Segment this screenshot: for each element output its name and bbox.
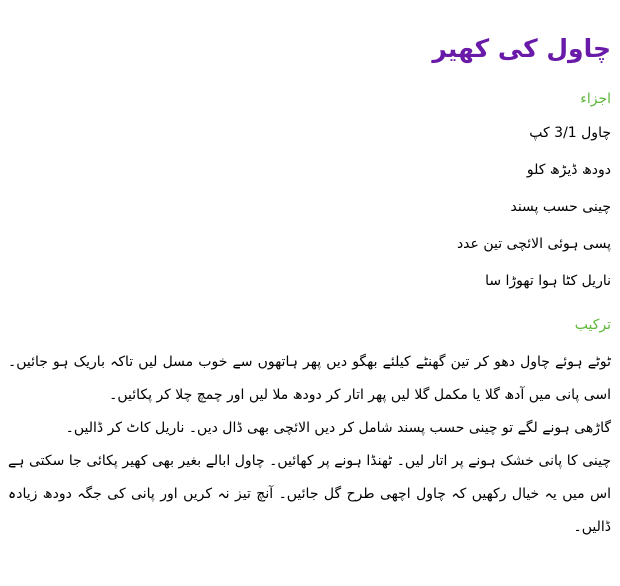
method-step: چینی کا پانی خشک ہونے پر اتار لیں۔ ٹھنڈا ہونے پر کھائیں۔ چاول ابالے بغیر بھی کھیر پکائی جا سکتی ہے اس میں یہ خیال رکھیں کہ چاول اچھی طرح گل جائیں۔ آنچ تیز نہ کریں اور پانی کی جگہ دودھ زیادہ ڈالیں۔ [8,453,611,535]
method-heading: ترکیب [574,317,611,333]
method-step: ٹوٹے ہوئے چاول دھو کر تین گھنٹے کیلئے بھگو دیں پھر ہاتھوں سے خوب مسل لیں تاکہ باریک ہو جائیں۔ اسی پانی میں آدھ گلا یا مکمل گلا لیں پھر اتار کر دودھ ملا لیں اور چمچ چلا کر پکائیں۔ [8,354,611,403]
ingredient-item: چینی حسب پسند [510,199,611,215]
method-step: گاڑھی ہونے لگے تو چینی حسب پسند شامل کر دیں الائچی بھی ڈال دیں۔ ناریل کاٹ کر ڈالیں۔ [65,420,611,436]
method-steps [8,346,611,544]
ingredient-item: چاول 3/1 کپ [529,125,611,141]
ingredients-heading: اجزاء [580,91,611,107]
ingredients-list [457,122,611,307]
recipe-title: چاول کی کھیر [432,34,611,63]
ingredient-item: پسی ہوئی الائچی تین عدد [456,236,611,252]
ingredient-item: دودھ ڈیڑھ کلو [526,162,611,178]
ingredient-item: ناریل کٹا ہوا تھوڑا سا [485,273,611,289]
